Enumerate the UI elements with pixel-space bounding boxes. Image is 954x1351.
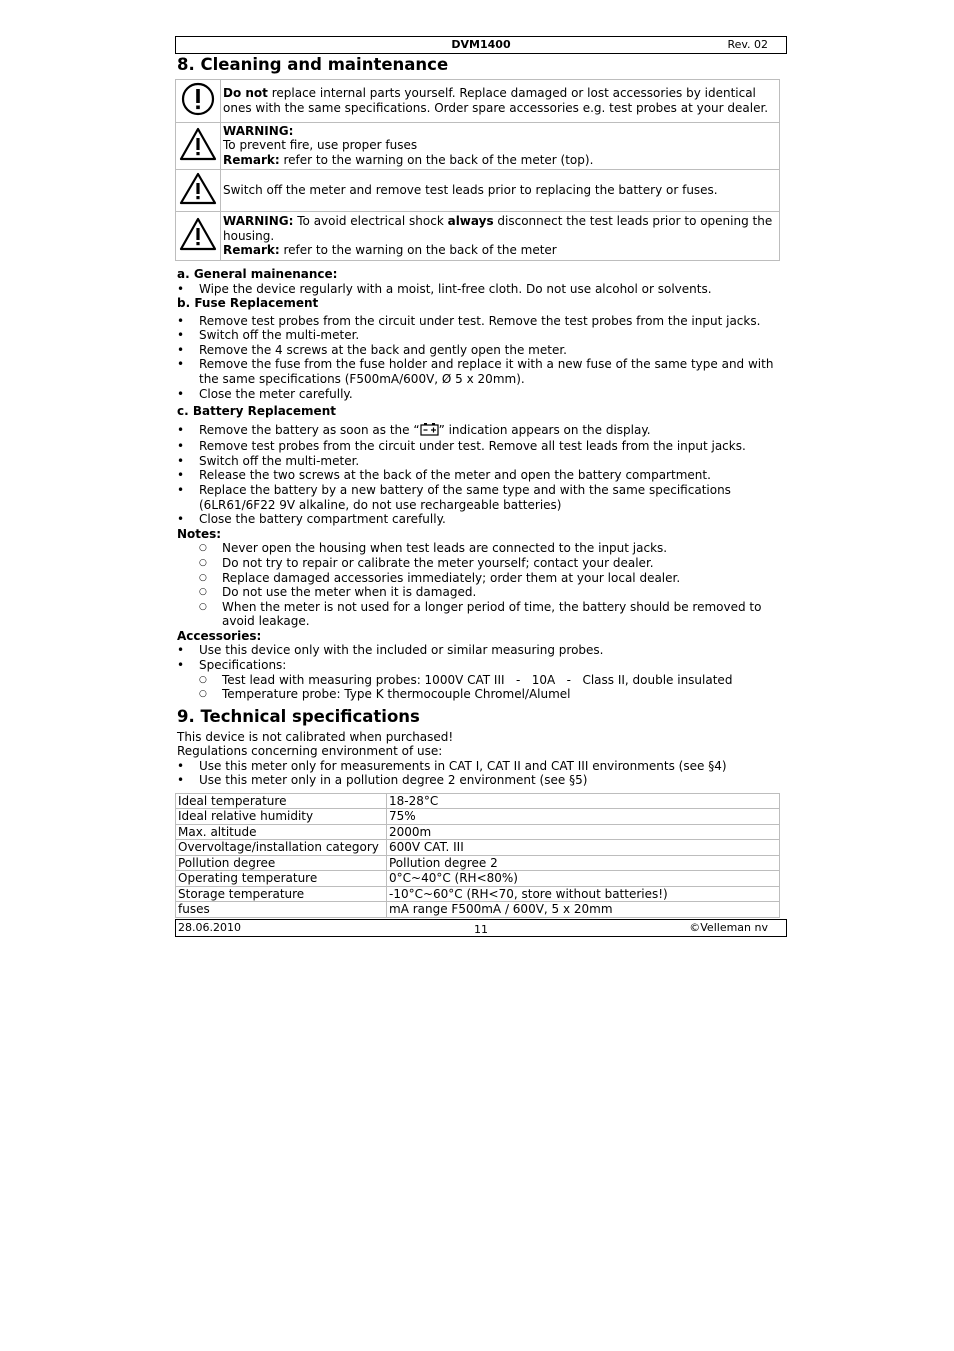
spec-key: Ideal relative humidity <box>176 809 387 825</box>
battery-replacement-list <box>175 423 787 527</box>
list-item: • Release the two screws at the back of the meter and open the battery compartment. <box>175 468 787 483</box>
list-item: • Replace the battery by a new battery of the same type and with the same specifications (6LR61/6F22 9V alkaline, do not use rechargeable batteries) <box>175 483 787 512</box>
general-maintenance-list <box>175 282 787 297</box>
fuse-replacement-heading: b. Fuse Replacement <box>177 296 319 311</box>
table-row <box>176 902 780 918</box>
list-item: • Remove test probes from the circuit under test. Remove all test leads from the input jacks. <box>175 439 787 454</box>
spec-value: 0°C~40°C (RH<80%) <box>387 871 780 887</box>
list-item: ○ Test lead with measuring probes: 1000V CAT III - 10A - Class II, double insulated <box>199 673 787 688</box>
regulations-intro: Regulations concerning environment of use: <box>177 744 443 759</box>
list-item: • Close the battery compartment carefully. <box>175 512 787 527</box>
battery-replacement-heading: c. Battery Replacement <box>177 404 336 419</box>
manual-page <box>175 36 787 937</box>
page-header <box>175 36 787 54</box>
list-item: • Use this meter only for measurements in CAT I, CAT II and CAT III environments (see §4) <box>175 759 787 774</box>
warning-triangle-icon <box>176 169 221 212</box>
notes-list <box>175 541 787 629</box>
list-item: • Close the meter carefully. <box>175 387 787 402</box>
table-row <box>176 809 780 825</box>
list-item: ○ Do not use the meter when it is damaged. <box>199 585 787 600</box>
list-item: • Switch off the multi-meter. <box>175 454 787 469</box>
warning-row <box>176 169 780 212</box>
page-number: 11 <box>474 922 488 936</box>
warning-triangle-icon <box>176 212 221 261</box>
spec-value: 2000m <box>387 824 780 840</box>
warning-text: WARNING: To avoid electrical shock always disconnect the test leads prior to opening the housing. Remark: refer to the warning on the back of the meter <box>221 212 780 261</box>
table-row <box>176 886 780 902</box>
list-item: ○ Replace damaged accessories immediately; order them at your local dealer. <box>199 571 787 586</box>
list-item: • Remove the battery as soon as the “ ” indication appears on the display. <box>175 423 787 440</box>
general-maintenance-heading: a. General mainenance: <box>177 267 338 281</box>
spec-table <box>175 793 780 918</box>
battery-icon <box>420 423 439 440</box>
table-row <box>176 824 780 840</box>
page-footer <box>175 919 787 937</box>
accessories-sub-list <box>175 673 787 702</box>
spec-value: Pollution degree 2 <box>387 855 780 871</box>
list-item: • Remove test probes from the circuit under test. Remove the test probes from the input jacks. <box>175 314 787 329</box>
warning-table <box>175 79 780 261</box>
table-row <box>176 871 780 887</box>
table-row <box>176 793 780 809</box>
list-item: ○ Do not try to repair or calibrate the meter yourself; contact your dealer. <box>199 556 787 571</box>
revision: Rev. 02 <box>727 38 768 51</box>
table-row <box>176 855 780 871</box>
warning-text: Switch off the meter and remove test leads prior to replacing the battery or fuses. <box>221 169 780 212</box>
list-item: • Use this meter only in a pollution degree 2 environment (see §5) <box>175 773 787 788</box>
accessories-list <box>175 643 787 672</box>
footer-date: 28.06.2010 <box>178 920 241 934</box>
spec-value: 600V CAT. III <box>387 840 780 856</box>
warning-text: Do not replace internal parts yourself. Replace damaged or lost accessories by identical ones with the same specifications. Order spare accessories e.g. test probes at your dealer. <box>221 80 780 123</box>
spec-value: -10°C~60°C (RH<70, store without batteries!) <box>387 886 780 902</box>
warning-row <box>176 122 780 169</box>
exclamation-circle-icon <box>176 80 221 123</box>
list-item: • Use this device only with the included or similar measuring probes. <box>175 643 787 658</box>
warning-row <box>176 80 780 123</box>
section-8-title: 8. Cleaning and maintenance <box>177 55 449 74</box>
list-item: • Remove the fuse from the fuse holder and replace it with a new fuse of the same type and with the same specifications (F500mA/600V, Ø 5 x 20mm). <box>175 357 787 386</box>
model-name: DVM1400 <box>451 38 511 51</box>
list-item: • Wipe the device regularly with a moist, lint-free cloth. Do not use alcohol or solvents. <box>175 282 787 297</box>
accessories-heading: Accessories: <box>177 628 262 643</box>
spec-key: Overvoltage/installation category <box>176 840 387 856</box>
fuse-replacement-list <box>175 314 787 402</box>
list-item: ○ When the meter is not used for a longer period of time, the battery should be removed to avoid leakage. <box>199 600 787 629</box>
spec-key: Ideal temperature <box>176 793 387 809</box>
notes-heading: Notes: <box>177 526 222 541</box>
spec-value: mA range F500mA / 600V, 5 x 20mm <box>387 902 780 918</box>
warning-triangle-icon <box>176 122 221 169</box>
spec-value: 75% <box>387 809 780 825</box>
spec-key: Operating temperature <box>176 871 387 887</box>
copyright: ©Velleman nv <box>689 920 768 934</box>
list-item: • Switch off the multi-meter. <box>175 328 787 343</box>
spec-key: Max. altitude <box>176 824 387 840</box>
list-item: • Remove the 4 screws at the back and gently open the meter. <box>175 343 787 358</box>
calibration-note: This device is not calibrated when purchased! <box>177 729 454 744</box>
list-item: • Specifications: <box>175 658 787 673</box>
warning-text: WARNING: To prevent fire, use proper fuses Remark: refer to the warning on the back of the meter (top). <box>221 122 780 169</box>
regulations-list <box>175 759 787 788</box>
spec-key: Pollution degree <box>176 855 387 871</box>
spec-key: Storage temperature <box>176 886 387 902</box>
section-9-title: 9. Technical specifications <box>177 706 420 726</box>
table-row <box>176 840 780 856</box>
spec-key: fuses <box>176 902 387 918</box>
list-item: ○ Temperature probe: Type K thermocouple Chromel/Alumel <box>199 687 787 702</box>
warning-row <box>176 212 780 261</box>
spec-value: 18-28°C <box>387 793 780 809</box>
list-item: ○ Never open the housing when test leads are connected to the input jacks. <box>199 541 787 556</box>
